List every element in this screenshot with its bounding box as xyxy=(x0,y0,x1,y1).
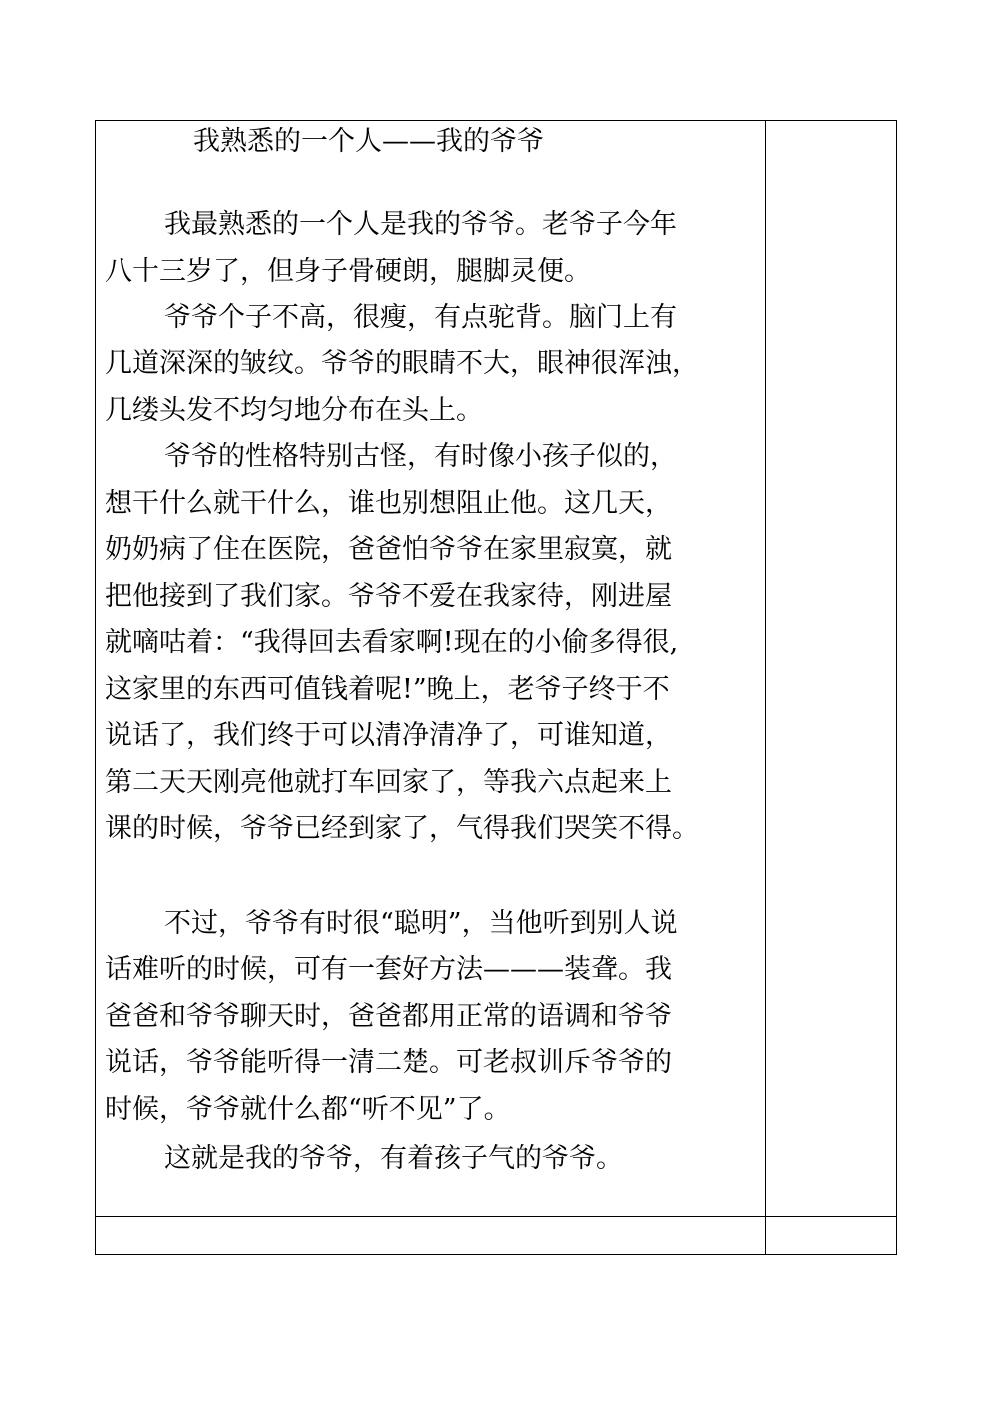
text-line: 爸爸和爷爷聊天时，爸爸都用正常的语调和爷爷 xyxy=(105,1001,672,1032)
text-line: 课的时候，爷爷已经到家了，气得我们哭笑不得。 xyxy=(105,813,699,844)
text-line: 时候，爷爷就什么都“听不见”了。 xyxy=(105,1094,511,1125)
text-line: 几道深深的皱纹。爷爷的眼睛不大，眼神很浑浊， xyxy=(105,348,699,379)
text-line: 这就是我的爷爷，有着孩子气的爷爷。 xyxy=(164,1143,623,1174)
text-line: 八十三岁了，但身子骨硬朗，腿脚灵便。 xyxy=(105,256,591,287)
text-line: 想干什么就干什么，谁也别想阻止他。这几天， xyxy=(105,488,672,519)
essay-title: 我熟悉的一个人——我的爷爷 xyxy=(193,126,544,157)
text-line: 爷爷个子不高，很瘦，有点驼背。脑门上有 xyxy=(164,302,677,333)
text-line: 这家里的东西可值钱着呢!”晚上，老爷子终于不 xyxy=(105,674,670,705)
text-line: 我最熟悉的一个人是我的爷爷。老爷子今年 xyxy=(164,209,677,240)
column-divider xyxy=(765,121,766,1254)
text-line: 就嘀咕着：“我得回去看家啊!现在的小偷多得很, xyxy=(105,627,679,658)
text-line: 爷爷的性格特别古怪，有时像小孩子似的， xyxy=(164,441,677,472)
text-line: 说话，爷爷能听得一清二楚。可老叔训斥爷爷的 xyxy=(105,1047,672,1078)
text-line: 不过，爷爷有时很“聪明”，当他听到别人说 xyxy=(164,908,678,939)
text-line: 把他接到了我们家。爷爷不爱在我家待，刚进屋 xyxy=(105,581,672,612)
text-line: 话难听的时候，可有一套好方法———装聋。我 xyxy=(105,954,672,985)
text-line: 说话了，我们终于可以清净清净了，可谁知道， xyxy=(105,720,672,751)
text-line: 几缕头发不均匀地分布在头上。 xyxy=(105,395,483,426)
row-divider xyxy=(96,1216,896,1217)
text-line: 奶奶病了住在医院，爸爸怕爷爷在家里寂寞，就 xyxy=(105,534,672,565)
text-line: 第二天天刚亮他就打车回家了，等我六点起来上 xyxy=(105,767,672,798)
